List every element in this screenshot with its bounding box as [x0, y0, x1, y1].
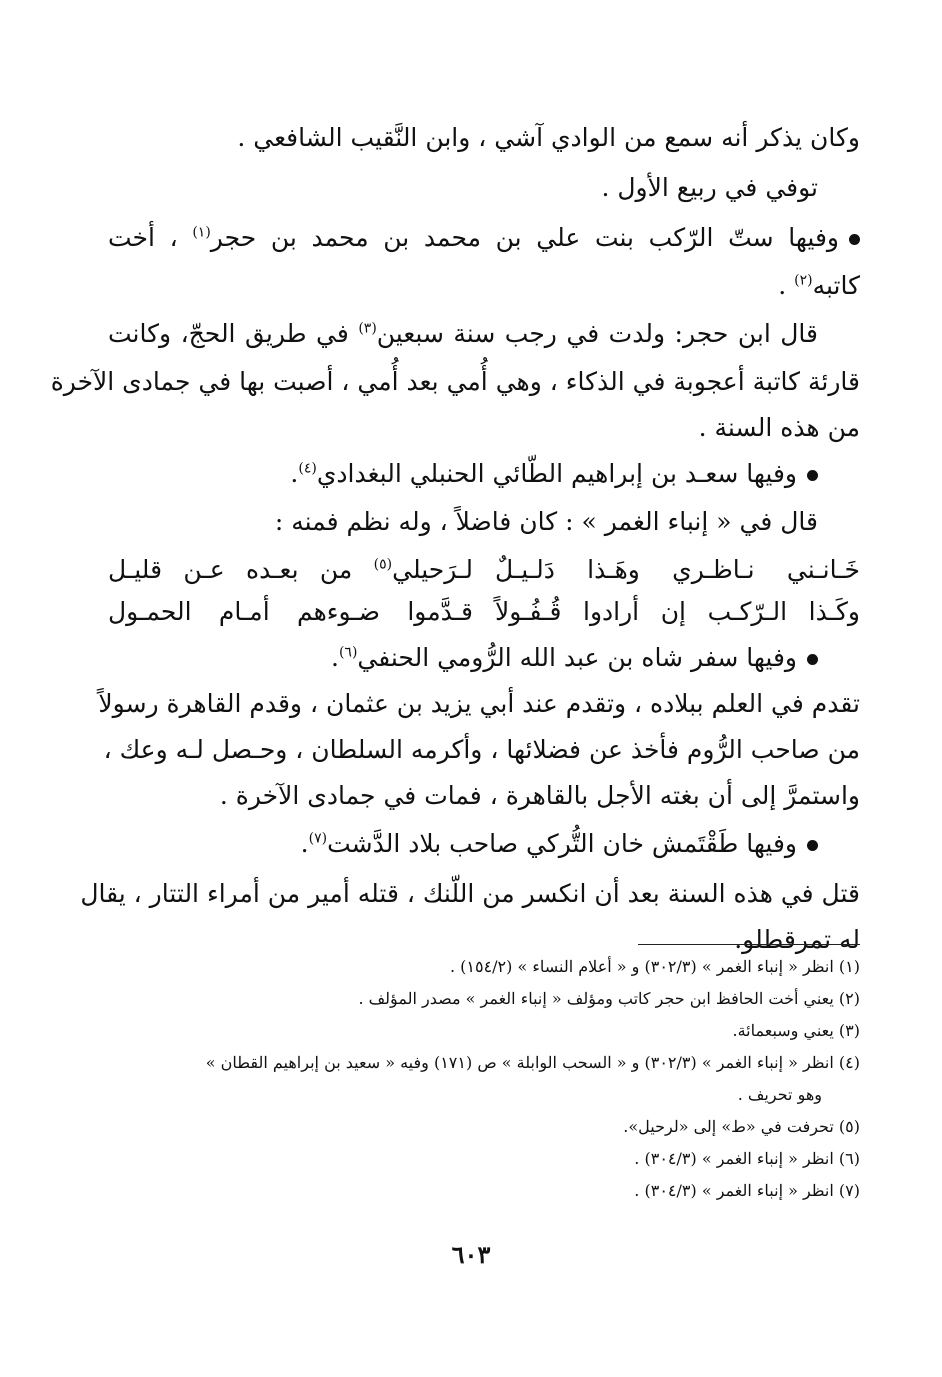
footnotes	[108, 952, 860, 1208]
verse-first-hemistich: وكَـذا الـرّكـب إن أرادوا قُـفُـولاً	[495, 597, 860, 626]
verse-second-hemistich: لـرَحيلي$^{(٥)}$ من بعـده عـن قليـل	[108, 555, 473, 584]
bullet-icon	[807, 470, 818, 481]
footnote: (٦) انظر « إنباء الغمر » (٣٠٤/٣) .	[634, 1149, 860, 1168]
text-line: قال ابن حجر: ولدت في رجب سنة سبعين$^{(٣)}$ في طريق الحجّ، وكانت	[108, 319, 818, 348]
entry-heading: وفيها سعـد بن إبراهيم الطّائي الحنبلي البغدادي$^{(٤)}$.	[108, 454, 860, 498]
entry-heading: وفيها سفر شاه بن عبد الله الرُّومي الحنفي$^{(٦)}$.	[108, 638, 860, 682]
verse-first-hemistich: خَـانـني نـاظـري وهَـذا دَلـيـلٌ	[495, 555, 860, 584]
text-line: قارئة كاتبة أعجوبة في الذكاء ، وهي أُمي بعد أُمي ، أصبت بها في جمادى الآخرة	[50, 367, 860, 396]
footnote-ref: (٧)	[308, 830, 328, 847]
text-line: من هذه السنة .	[698, 413, 860, 442]
footnote-ref: (١)	[192, 224, 211, 241]
footnote-ref: (٤)	[298, 460, 317, 477]
text-line: واستمرَّ إلى أن بغته الأجل بالقاهرة ، فمات في جمادى الآخرة .	[219, 781, 860, 810]
bullet-icon	[807, 654, 818, 665]
text-line: قال في « إنباء الغمر » : كان فاضلاً ، وله نظم فمنه :	[274, 507, 818, 536]
footnote: (٢) يعني أخت الحافظ ابن حجر كاتب ومؤلف « إنباء الغمر » مصدر المؤلف .	[358, 989, 860, 1008]
bullet-icon	[849, 234, 860, 245]
text-line: وكان يذكر أنه سمع من الوادي آشي ، وابن النَّقيب الشافعي .	[237, 123, 860, 152]
text-line: من صاحب الرُّوم فأخذ عن فضلائها ، وأكرمه السلطان ، وحـصل لـه وعك ،	[103, 735, 860, 764]
footnote: (٧) انظر « إنباء الغمر » (٣٠٤/٣) .	[634, 1181, 860, 1200]
text-line: كاتبه$^{(٢)}$ .	[778, 271, 860, 300]
page-number: ٦٠٣	[451, 1240, 491, 1269]
footnote: (٤) انظر « إنباء الغمر » (٣٠٢/٣) و « السحب الوابلة » ص (١٧١) وفيه « سعيد بن إبراهيم القطان »	[205, 1053, 860, 1072]
footnote-divider	[638, 944, 860, 945]
footnote: (١) انظر « إنباء الغمر » (٣٠٢/٣) و « أعلام النساء » (١٥٤/٢) .	[449, 957, 860, 976]
verse-second-hemistich: قـدَّموا ضـوءهم أمـام الحمـول	[108, 597, 473, 626]
entry-heading: وفيها طَقْتَمش خان التُّركي صاحب بلاد الدَّشت$^{(٧)}$.	[108, 824, 860, 868]
verse-line	[108, 592, 860, 636]
footnote-ref: (٦)	[338, 644, 358, 661]
footnote-ref: (٢)	[794, 272, 813, 289]
text-line: توفي في ربيع الأول .	[601, 173, 818, 202]
text-line: له تمرقطلو.	[734, 925, 860, 954]
footnote: (٥) تحرفت في «ط» إلى «لرحيل».	[623, 1117, 860, 1136]
footnote-continuation: وهو تحريف .	[737, 1085, 822, 1104]
footnote: (٣) يعني وسبعمائة.	[732, 1021, 860, 1040]
entry-heading: وفيها ستّ الرّكب بنت علي بن محمد بن محمد بن حجر$^{(١)}$ ، أخت	[108, 218, 860, 262]
bullet-icon	[807, 840, 818, 851]
text-line: تقدم في العلم ببلاده ، وتقدم عند أبي يزيد بن عثمان ، وقدم القاهرة رسولاً	[98, 689, 860, 718]
footnote-ref: (٥)	[373, 556, 393, 573]
verse-line	[108, 550, 860, 594]
footnote-ref: (٣)	[358, 320, 377, 337]
text-line: قتل في هذه السنة بعد أن انكسر من اللّنك ، قتله أمير من أمراء التتار ، يقال	[80, 879, 860, 908]
